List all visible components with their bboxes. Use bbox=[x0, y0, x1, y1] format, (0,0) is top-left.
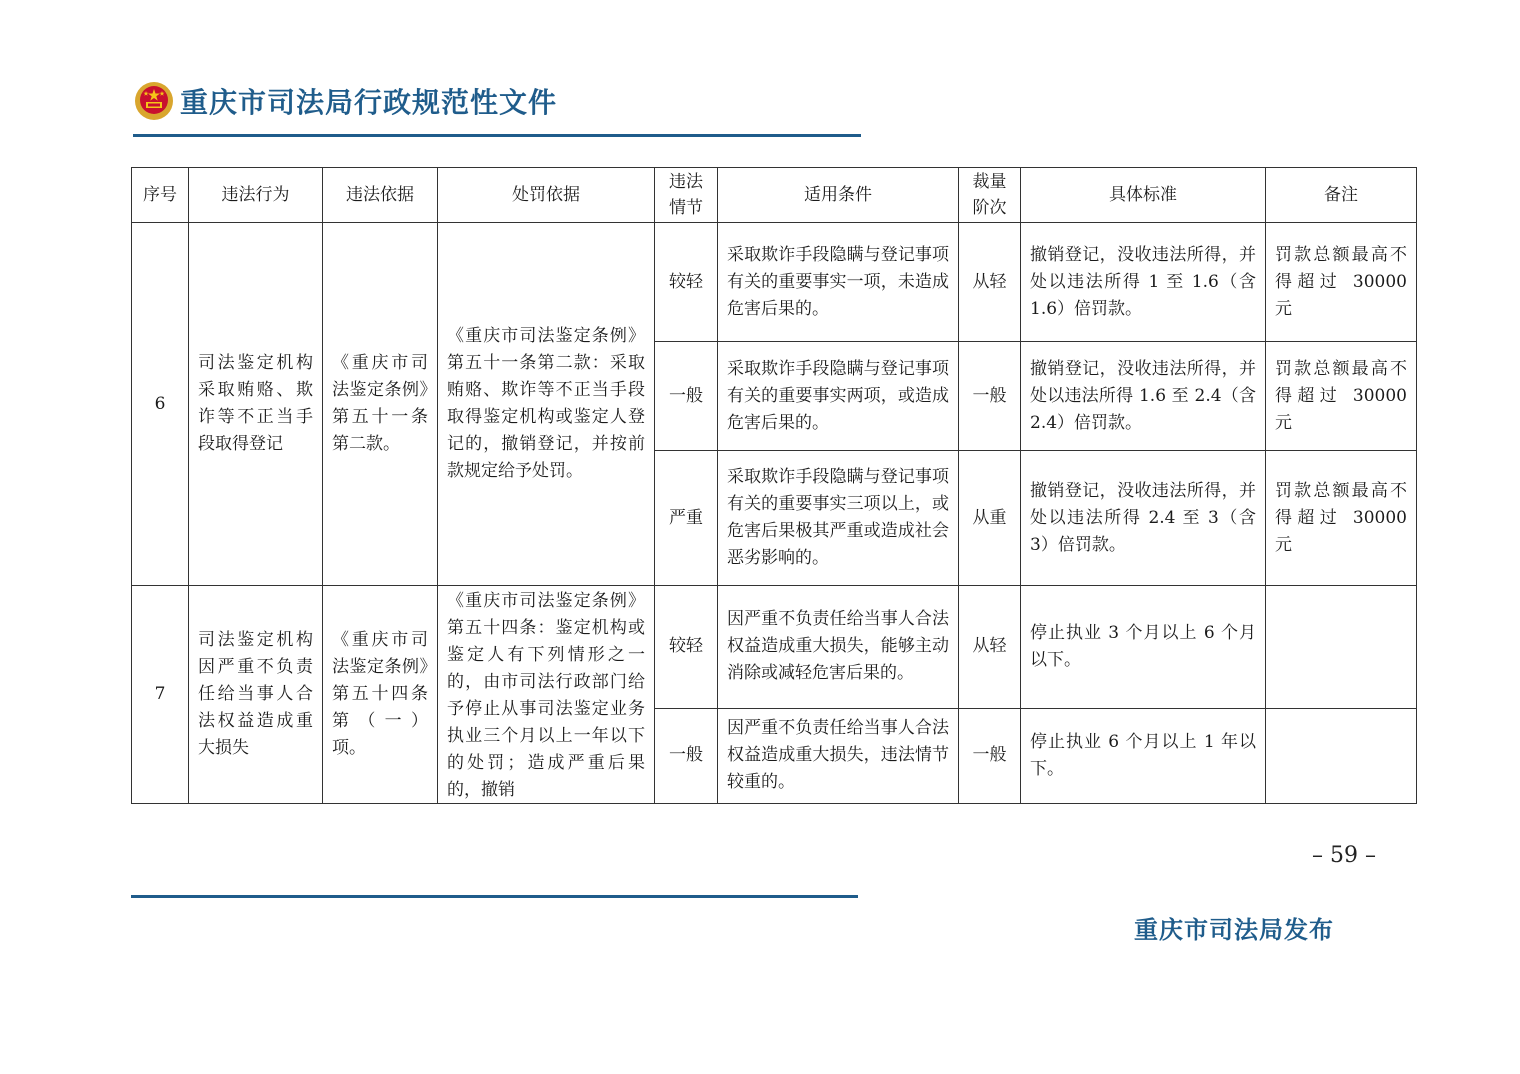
table-header-row bbox=[132, 168, 1417, 223]
specific-standard: 停止执业 3 个月以上 6 个月以下。 bbox=[1021, 586, 1266, 709]
specific-standard: 停止执业 6 个月以上 1 年以下。 bbox=[1021, 708, 1266, 803]
column-header: 具体标准 bbox=[1021, 168, 1266, 223]
discretion-level: 从轻 bbox=[959, 223, 1021, 342]
severity: 一般 bbox=[655, 708, 718, 803]
remark: 罚款总额最高不得超过 30000 元 bbox=[1266, 451, 1417, 586]
specific-standard: 撤销登记，没收违法所得，并处以违法所得 2.4 至 3（含 3）倍罚款。 bbox=[1021, 451, 1266, 586]
header-rule bbox=[133, 134, 861, 137]
national-emblem-icon bbox=[134, 81, 174, 121]
severity: 较轻 bbox=[655, 586, 718, 709]
document-header bbox=[134, 78, 557, 124]
row-number: 6 bbox=[132, 223, 189, 586]
remark: 罚款总额最高不得超过 30000 元 bbox=[1266, 342, 1417, 451]
legal-basis: 《重庆市司法鉴定条例》第五十四条第（一）项。 bbox=[323, 586, 438, 804]
column-header: 裁量阶次 bbox=[959, 168, 1021, 223]
penalty-standard-table bbox=[131, 167, 1417, 804]
severity: 较轻 bbox=[655, 223, 718, 342]
table-row bbox=[132, 223, 1417, 342]
column-header: 适用条件 bbox=[718, 168, 959, 223]
header-title: 重庆市司法局行政规范性文件 bbox=[180, 86, 558, 119]
remark: 罚款总额最高不得超过 30000 元 bbox=[1266, 223, 1417, 342]
legal-basis: 《重庆市司法鉴定条例》第五十一条第二款。 bbox=[323, 223, 438, 586]
violation-behavior: 司法鉴定机构因严重不负责任给当事人合法权益造成重大损失 bbox=[189, 586, 323, 804]
applicable-condition: 采取欺诈手段隐瞒与登记事项有关的重要事实两项，或造成危害后果的。 bbox=[718, 342, 959, 451]
violation-behavior: 司法鉴定机构采取贿赂、欺诈等不正当手段取得登记 bbox=[189, 223, 323, 586]
row-number: 7 bbox=[132, 586, 189, 804]
applicable-condition: 因严重不负责任给当事人合法权益造成重大损失，违法情节较重的。 bbox=[718, 708, 959, 803]
remark bbox=[1266, 708, 1417, 803]
footer-rule bbox=[131, 895, 858, 898]
severity: 一般 bbox=[655, 342, 718, 451]
publisher: 重庆市司法局发布 bbox=[1134, 916, 1334, 944]
column-header: 违法情节 bbox=[655, 168, 718, 223]
discretion-level: 从轻 bbox=[959, 586, 1021, 709]
discretion-level: 一般 bbox=[959, 342, 1021, 451]
column-header: 序号 bbox=[132, 168, 189, 223]
column-header: 处罚依据 bbox=[438, 168, 655, 223]
discretion-level: 一般 bbox=[959, 708, 1021, 803]
column-header: 违法依据 bbox=[323, 168, 438, 223]
applicable-condition: 采取欺诈手段隐瞒与登记事项有关的重要事实一项，未造成危害后果的。 bbox=[718, 223, 959, 342]
table-row bbox=[132, 586, 1417, 709]
applicable-condition: 因严重不负责任给当事人合法权益造成重大损失，能够主动消除或减轻危害后果的。 bbox=[718, 586, 959, 709]
specific-standard: 撤销登记，没收违法所得，并处以违法所得 1 至 1.6（含 1.6）倍罚款。 bbox=[1021, 223, 1266, 342]
column-header: 备注 bbox=[1266, 168, 1417, 223]
penalty-basis: 《重庆市司法鉴定条例》第五十四条：鉴定机构或鉴定人有下列情形之一的，由市司法行政部门给予停止从事司法鉴定业务执业三个月以上一年以下的处罚；造成严重后果的，撤销 bbox=[447, 591, 645, 800]
page-number: – 59 – bbox=[1312, 843, 1376, 868]
penalty-basis: 《重庆市司法鉴定条例》第五十一条第二款：采取贿赂、欺诈等不正当手段取得鉴定机构或鉴定人登记的，撤销登记，并按前款规定给予处罚。 bbox=[438, 223, 655, 586]
penalty-basis-cell bbox=[438, 586, 655, 804]
discretion-level: 从重 bbox=[959, 451, 1021, 586]
column-header: 违法行为 bbox=[189, 168, 323, 223]
specific-standard: 撤销登记，没收违法所得，并处以违法所得 1.6 至 2.4（含 2.4）倍罚款。 bbox=[1021, 342, 1266, 451]
severity: 严重 bbox=[655, 451, 718, 586]
applicable-condition: 采取欺诈手段隐瞒与登记事项有关的重要事实三项以上，或危害后果极其严重或造成社会恶劣影响的。 bbox=[718, 451, 959, 586]
remark bbox=[1266, 586, 1417, 709]
